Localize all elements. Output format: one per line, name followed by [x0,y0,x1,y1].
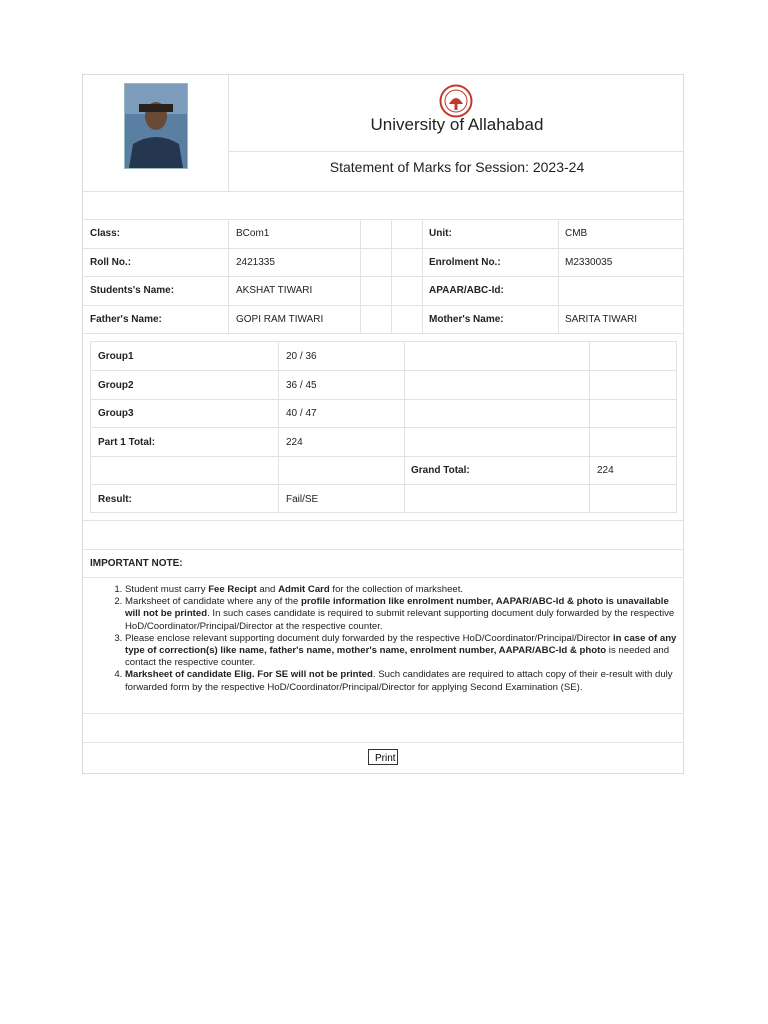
grand-total-value: 224 [597,465,614,476]
result-value: Fail/SE [286,494,319,505]
print-button[interactable]: Print [368,749,398,765]
roll-value: 2421335 [236,257,275,268]
mother-name-label: Mother's Name: [429,314,504,325]
note-item: 1. Student must carry Fee Recipt and Admit Card for the collection of marksheet. [125,584,685,596]
unit-label: Unit: [429,228,452,239]
father-name-label: Father's Name: [90,314,162,325]
marksheet [82,74,684,774]
student-name-value: AKSHAT TIWARI [236,285,313,296]
group2-value: 36 / 45 [286,380,317,391]
father-name-value: GOPI RAM TIWARI [236,314,324,325]
apaar-label: APAAR/ABC-Id: [429,285,504,296]
mother-name-value: SARITA TIWARI [565,314,638,325]
class-value: BCom1 [236,228,270,239]
group1-value: 20 / 36 [286,351,317,362]
important-note-heading: IMPORTANT NOTE: [90,558,183,569]
note-item: 4. Marksheet of candidate Elig. For SE will not be printed. Such candidates are required to attach copy of their e-result with duly forwarded form by the respective HoD/Coordinator/Principal/Director for applying Second Examination (SE). [125,669,685,693]
unit-value: CMB [565,228,588,239]
grand-total-label: Grand Total: [411,465,470,476]
note-item: 3. Please enclose relevant supporting document duly forwarded by the respective HoD/Coordinator/Principal/Director in case of any type of correction(s) like name, father's name, mother's name, enrolment number, AAPAR/ABC-Id & photo is needed and contact the respective counter. [125,633,685,670]
marks-table [90,341,677,513]
roll-label: Roll No.: [90,257,132,268]
class-label: Class: [90,228,121,239]
group1-label: Group1 [98,351,134,362]
group2-label: Group2 [98,380,134,391]
enrolment-label: Enrolment No.: [429,257,501,268]
university-name: University of Allahabad [370,115,544,134]
important-notes-list [113,584,685,694]
statement-title: Statement of Marks for Session: 2023-24 [329,159,585,175]
university-logo [439,84,473,118]
note-item: 2. Marksheet of candidate where any of the profile information like enrolment number, AAPAR/ABC-Id & photo is unavailable will not be printed. In such cases candidate is required to submit relevant supporting document duly forwarded by the respective HoD/Coordinator/Principal/Director at the respective counter. [125,596,685,633]
part1-total-label: Part 1 Total: [98,437,156,448]
group3-value: 40 / 47 [286,408,317,419]
student-name-label: Students's Name: [90,285,175,296]
student-photo [124,83,188,169]
group3-label: Group3 [98,408,134,419]
result-label: Result: [98,494,132,505]
part1-total-value: 224 [286,437,303,448]
enrolment-value: M2330035 [565,257,613,268]
